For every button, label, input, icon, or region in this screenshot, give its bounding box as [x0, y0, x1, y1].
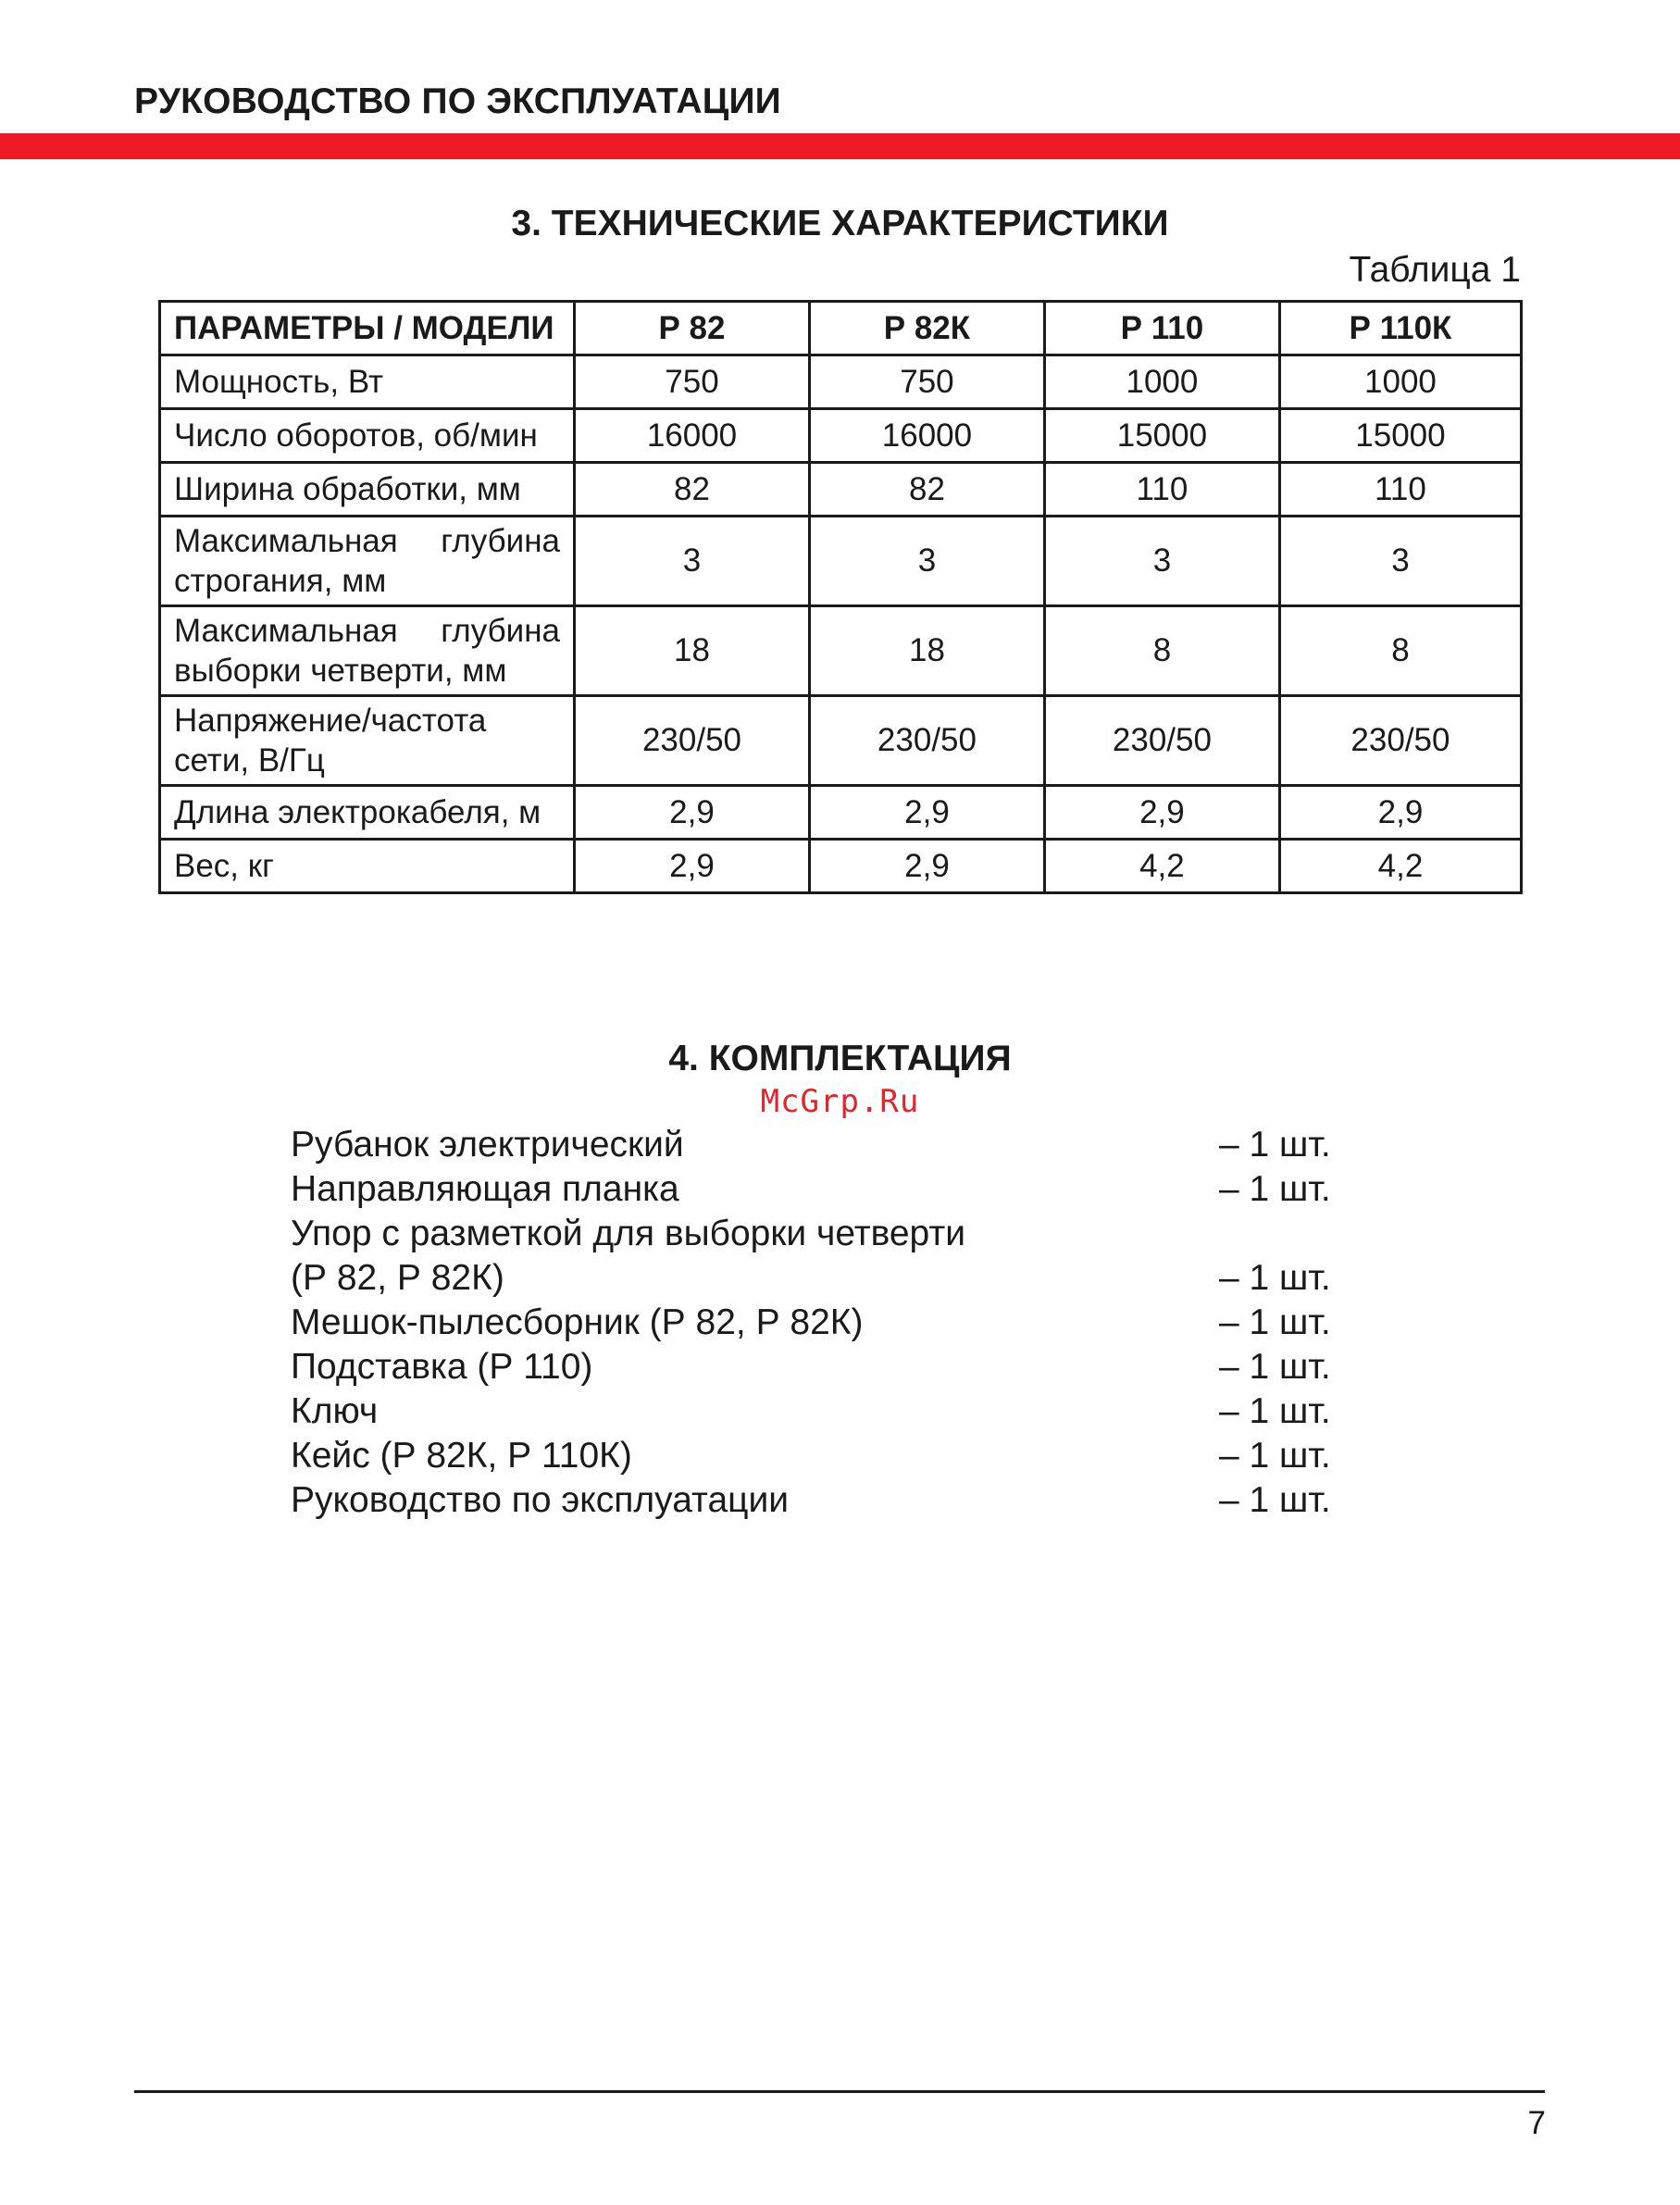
param-value: 18 [575, 606, 810, 696]
kit-item-name: Руководство по эксплуатации [291, 1480, 790, 1520]
table-caption: Таблица 1 [1349, 250, 1521, 290]
param-value: 8 [1279, 606, 1521, 696]
param-value: 1000 [1044, 355, 1279, 409]
param-value: 3 [575, 517, 810, 606]
param-value: 2,9 [1044, 786, 1279, 840]
table-row [160, 786, 1522, 840]
param-name: Длина электрокабеля, м [160, 786, 575, 840]
kit-list [291, 1123, 1337, 1523]
list-item [291, 1478, 1337, 1523]
column-header-model: Р 82К [809, 302, 1044, 355]
section-title-specs: 3. ТЕХНИЧЕСКИЕ ХАРАКТЕРИСТИКИ [511, 204, 1169, 243]
param-value: 3 [1044, 517, 1279, 606]
kit-item-qty: – 1 шт. [1219, 1480, 1331, 1520]
kit-item-name: Кейс (Р 82К, Р 110К) [291, 1436, 632, 1476]
param-value: 110 [1279, 463, 1521, 517]
list-item [291, 1123, 1337, 1167]
param-name: Максимальная глубина выборки четверти, мм [160, 606, 575, 696]
param-value: 2,9 [575, 840, 810, 893]
section-title-kit: 4. КОМПЛЕКТАЦИЯ [668, 1039, 1012, 1078]
page-number: 7 [1527, 2105, 1546, 2141]
param-value: 8 [1044, 606, 1279, 696]
param-value: 2,9 [575, 786, 810, 840]
param-name: Мощность, Вт [160, 355, 575, 409]
running-head: РУКОВОДСТВО ПО ЭКСПЛУАТАЦИИ [134, 81, 781, 121]
table-row [160, 463, 1522, 517]
list-item [291, 1434, 1337, 1478]
param-value: 750 [809, 355, 1044, 409]
table-row [160, 840, 1522, 893]
param-value: 82 [809, 463, 1044, 517]
kit-item-name: Подставка (Р 110) [291, 1347, 593, 1387]
param-value: 2,9 [809, 786, 1044, 840]
kit-item-qty: – 1 шт. [1219, 1302, 1331, 1342]
param-value: 230/50 [575, 696, 810, 786]
column-header-model: Р 82 [575, 302, 810, 355]
table-row [160, 409, 1522, 463]
kit-item-qty: – 1 шт. [1219, 1436, 1331, 1476]
param-value: 230/50 [1279, 696, 1521, 786]
param-name: Напряжение/частота сети, В/Гц [160, 696, 575, 786]
param-name: Число оборотов, об/мин [160, 409, 575, 463]
list-item [291, 1345, 1337, 1389]
watermark-link[interactable]: McGrp.Ru [760, 1083, 920, 1120]
param-value: 230/50 [1044, 696, 1279, 786]
param-value: 3 [1279, 517, 1521, 606]
column-header-model: Р 110К [1279, 302, 1521, 355]
list-item [291, 1301, 1337, 1345]
kit-item-name: Рубанок электрический [291, 1125, 684, 1165]
param-value: 82 [575, 463, 810, 517]
table-row [160, 517, 1522, 606]
param-value: 750 [575, 355, 810, 409]
param-value: 110 [1044, 463, 1279, 517]
list-item [291, 1256, 1337, 1301]
kit-item-qty: – 1 шт. [1219, 1258, 1331, 1298]
param-value: 2,9 [809, 840, 1044, 893]
param-value: 230/50 [809, 696, 1044, 786]
param-value: 16000 [575, 409, 810, 463]
kit-item-qty: – 1 шт. [1219, 1347, 1331, 1387]
list-item [291, 1167, 1337, 1212]
specs-table [158, 300, 1523, 894]
param-value: 4,2 [1044, 840, 1279, 893]
column-header-params: ПАРАМЕТРЫ / МОДЕЛИ [160, 302, 575, 355]
kit-item-qty: – 1 шт. [1219, 1125, 1331, 1165]
header-accent-bar [0, 133, 1680, 159]
param-name: Максимальная глубина строгания, мм [160, 517, 575, 606]
param-value: 1000 [1279, 355, 1521, 409]
param-value: 15000 [1044, 409, 1279, 463]
kit-item-name: (Р 82, Р 82К) [291, 1258, 504, 1298]
param-value: 18 [809, 606, 1044, 696]
kit-item-qty: – 1 шт. [1219, 1391, 1331, 1431]
param-name: Вес, кг [160, 840, 575, 893]
table-header-row [160, 302, 1522, 355]
param-value: 16000 [809, 409, 1044, 463]
table-row [160, 355, 1522, 409]
table-row [160, 606, 1522, 696]
kit-item-qty: – 1 шт. [1219, 1169, 1331, 1209]
table-row [160, 696, 1522, 786]
kit-item-name: Упор с разметкой для выборки четверти [291, 1214, 966, 1253]
param-value: 2,9 [1279, 786, 1521, 840]
param-name: Ширина обработки, мм [160, 463, 575, 517]
footer-rule [134, 2090, 1545, 2093]
param-value: 3 [809, 517, 1044, 606]
list-item [291, 1212, 1337, 1256]
list-item [291, 1389, 1337, 1434]
kit-item-name: Ключ [291, 1391, 379, 1431]
param-value: 15000 [1279, 409, 1521, 463]
kit-item-name: Мешок-пылесборник (Р 82, Р 82К) [291, 1302, 864, 1342]
kit-item-name: Направляющая планка [291, 1169, 679, 1209]
column-header-model: Р 110 [1044, 302, 1279, 355]
param-value: 4,2 [1279, 840, 1521, 893]
